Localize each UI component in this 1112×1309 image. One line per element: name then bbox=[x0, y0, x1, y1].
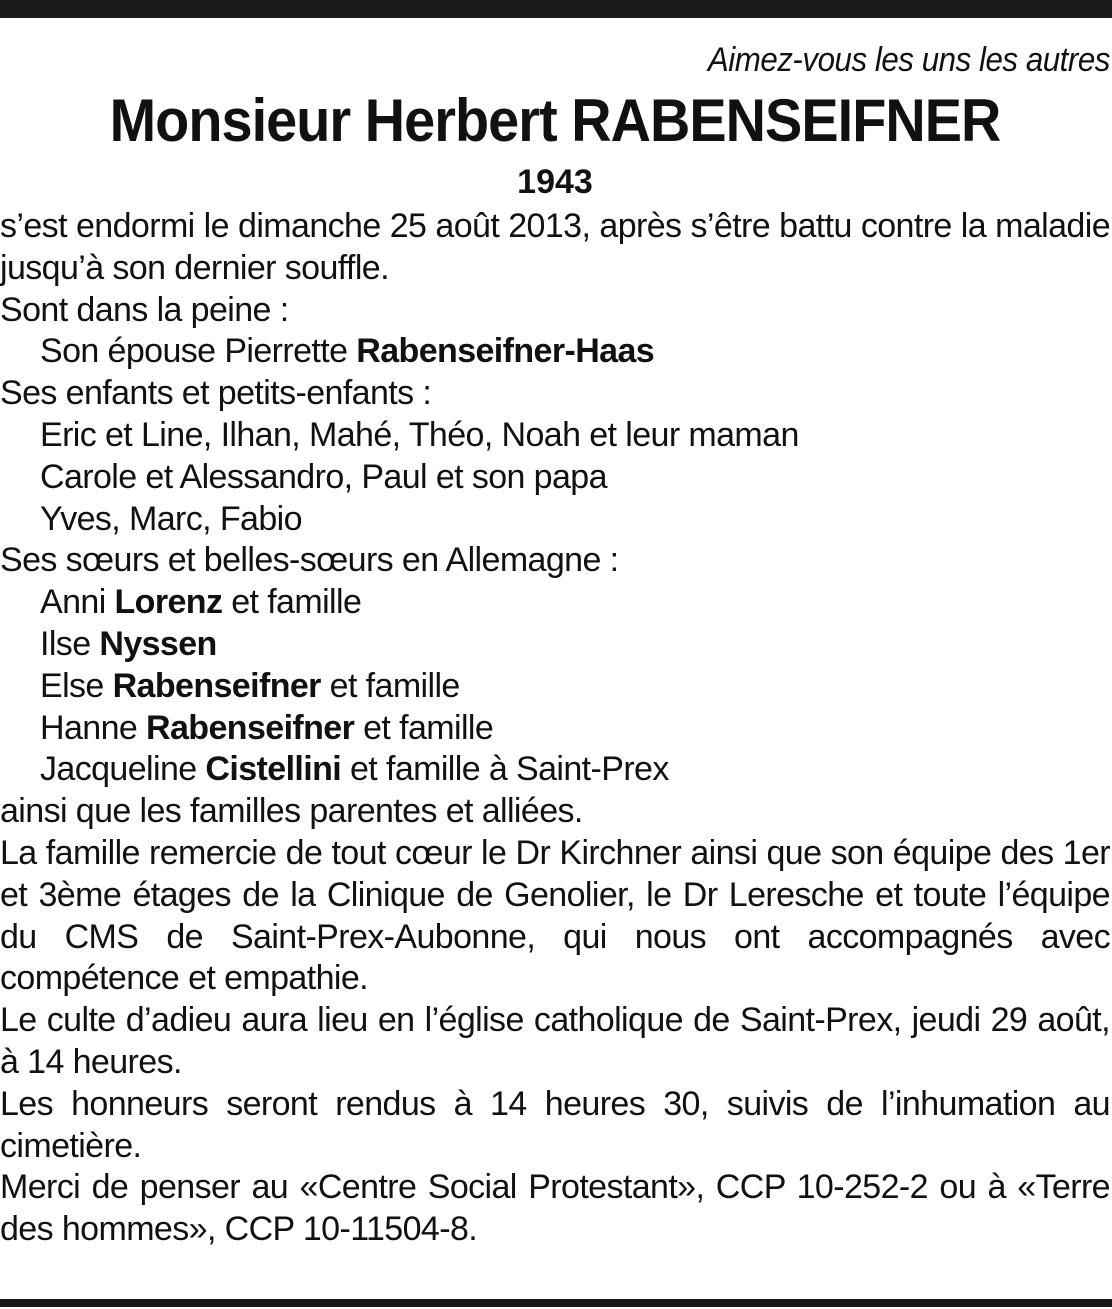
thanks-paragraph: La famille remercie de tout cœur le Dr Kirchner ainsi que son équipe des 1er et 3ème étages de la Clinique de Genolier, le Dr Leresche et toute l’équipe du CMS de Saint-Prex-Aubonne, qui nous ont accompagnés avec compétence et empathie. bbox=[0, 833, 1110, 998]
children-line: Yves, Marc, Fabio bbox=[40, 499, 302, 538]
sister-suffix: et famille bbox=[354, 708, 494, 747]
top-rule bbox=[0, 0, 1112, 18]
sister-first-name: Anni bbox=[40, 583, 115, 622]
families-line: ainsi que les familles parentes et alliées. bbox=[0, 792, 583, 831]
honours-paragraph: Les honneurs seront rendus à 14 heures 30, suivis de l’inhumation au cimetière. bbox=[0, 1084, 1110, 1165]
obituary-notice bbox=[0, 18, 1110, 1251]
sister-suffix: et famille à Saint-Prex bbox=[341, 750, 669, 789]
donations-paragraph: Merci de penser au «Centre Social Protestant», CCP 10-252-2 ou à «Terre des hommes», CCP 10-11504-8. bbox=[0, 1168, 1110, 1249]
sister-line bbox=[0, 708, 1110, 750]
sister-first-name: Hanne bbox=[40, 708, 147, 747]
sister-last-name: Cistellini bbox=[205, 750, 342, 789]
intro-paragraph: s’est endormi le dimanche 25 août 2013, après s’être battu contre la maladie jusqu’à son dernier souffle. bbox=[0, 207, 1110, 287]
motto: Aimez-vous les uns les autres bbox=[707, 41, 1110, 79]
sister-first-name: Jacqueline bbox=[40, 750, 206, 789]
sister-suffix: et famille bbox=[320, 666, 460, 705]
sister-line bbox=[0, 582, 1110, 624]
sister-first-name: Ilse bbox=[40, 624, 100, 663]
grieving-label: Sont dans la peine : bbox=[0, 290, 289, 329]
service-paragraph: Le culte d’adieu aura lieu en l’église catholique de Saint-Prex, jeudi 29 août, à 14 heures. bbox=[0, 1001, 1110, 1081]
notice-body bbox=[0, 206, 1110, 1251]
spouse-prefix: Son épouse Pierrette bbox=[40, 332, 357, 371]
sister-last-name: Lorenz bbox=[114, 583, 223, 622]
children-label: Ses enfants et petits-enfants : bbox=[0, 374, 432, 413]
birth-year: 1943 bbox=[517, 163, 593, 201]
sister-line bbox=[0, 624, 1110, 666]
sister-last-name: Rabenseifner bbox=[146, 708, 355, 747]
sister-line bbox=[0, 749, 1110, 791]
deceased-name: Monsieur Herbert RABENSEIFNER bbox=[109, 87, 1001, 154]
bottom-rule bbox=[0, 1299, 1112, 1307]
sister-first-name: Else bbox=[40, 666, 113, 705]
sister-last-name: Nyssen bbox=[99, 624, 217, 663]
children-line: Eric et Line, Ilhan, Mahé, Théo, Noah et leur maman bbox=[40, 415, 799, 454]
sisters-label: Ses sœurs et belles-sœurs en Allemagne : bbox=[0, 541, 619, 580]
sister-suffix: et famille bbox=[222, 583, 362, 622]
spouse-name: Rabenseifner-Haas bbox=[356, 332, 655, 371]
spouse-line bbox=[0, 331, 1110, 373]
sister-line bbox=[0, 666, 1110, 708]
children-line: Carole et Alessandro, Paul et son papa bbox=[40, 457, 607, 496]
sister-last-name: Rabenseifner bbox=[112, 666, 321, 705]
